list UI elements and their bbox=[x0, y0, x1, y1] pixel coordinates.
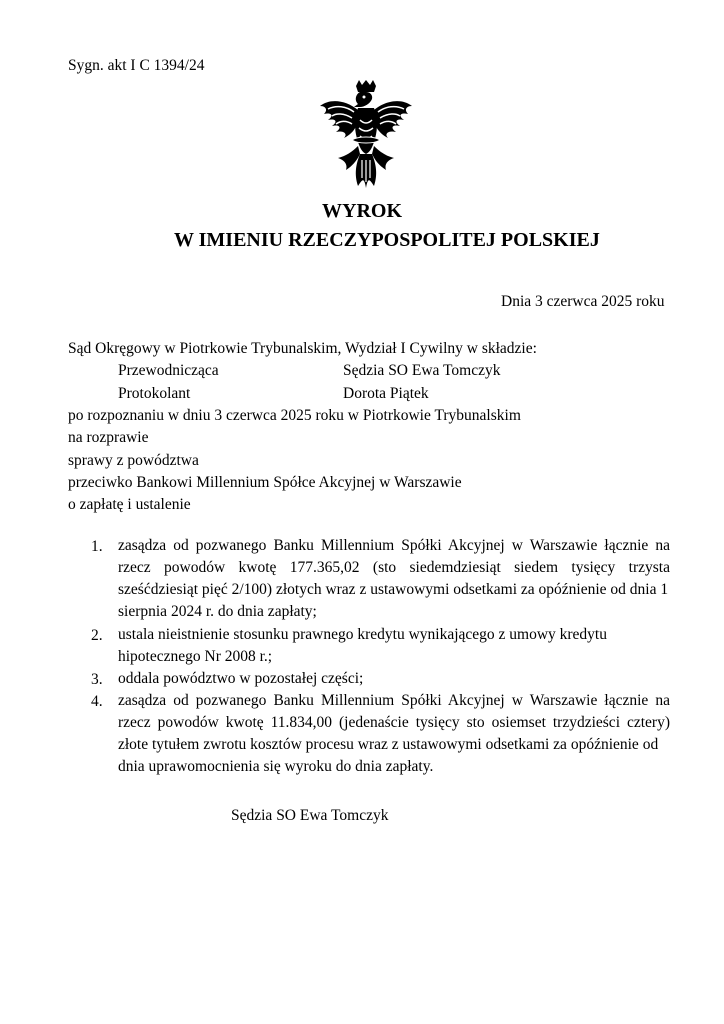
signature: Sędzia SO Ewa Tomczyk bbox=[231, 807, 389, 824]
judgment-title: WYROK bbox=[322, 200, 402, 222]
intro-line: o zapłatę i ustalenie bbox=[68, 496, 191, 513]
item-text: zasądza od pozwanego Banku Millennium Spółki Akcyjnej w Warszawie łącznie na rzecz powodów kwotę 177.365,02 (sto siedemdziesiąt siedem tysięcy trzysta sześćdziesiąt pięć 2/100) złotych wraz z ustawowymi odsetkami za opóźnienie od dnia 1 bbox=[118, 537, 670, 598]
item-number: 3. bbox=[91, 671, 103, 688]
item-text-end: hipotecznego Nr 2008 r.; bbox=[118, 648, 273, 665]
intro-line: na rozprawie bbox=[68, 429, 149, 446]
intro-line: po rozpoznaniu w dniu 3 czerwca 2025 roku w Piotrkowie Trybunalskim bbox=[68, 407, 521, 424]
item-text: zasądza od pozwanego Banku Millennium Spółki Akcyjnej w Warszawie łącznie na rzecz powodów kwotę 11.834,00 (jedenaście tysięcy sto osiemset trzydzieści cztery) złote tytułem zwrotu kosztów procesu wraz z ustawowymi odsetkami za opóźnienie od bbox=[118, 692, 670, 753]
intro-line: sprawy z powództwa bbox=[68, 452, 199, 469]
item-text-end: sierpnia 2024 r. do dnia zapłaty; bbox=[118, 603, 317, 620]
item-number: 4. bbox=[91, 693, 103, 710]
item-text-end: oddala powództwo w pozostałej części; bbox=[118, 670, 364, 687]
composition-name: Dorota Piątek bbox=[343, 385, 429, 402]
judgment-date: Dnia 3 czerwca 2025 roku bbox=[501, 293, 665, 310]
item-number: 1. bbox=[91, 538, 103, 555]
judgment-subtitle: W IMIENIU RZECZYPOSPOLITEJ POLSKIEJ bbox=[174, 229, 600, 251]
item-text: ustala nieistnienie stosunku prawnego kredytu wynikającego z umowy kredytu bbox=[118, 626, 607, 643]
polish-eagle-emblem-icon bbox=[312, 80, 420, 190]
composition-name: Sędzia SO Ewa Tomczyk bbox=[343, 362, 501, 379]
composition-role: Protokolant bbox=[118, 385, 191, 402]
item-text-end: dnia uprawomocnienia się wyroku do dnia zapłaty. bbox=[118, 758, 434, 775]
court-line: Sąd Okręgowy w Piotrkowie Trybunalskim, Wydział I Cywilny w składzie: bbox=[68, 340, 537, 357]
composition-role: Przewodnicząca bbox=[118, 362, 219, 379]
intro-line: przeciwko Bankowi Millennium Spółce Akcyjnej w Warszawie bbox=[68, 474, 462, 491]
item-number: 2. bbox=[91, 627, 103, 644]
case-reference: Sygn. akt I C 1394/24 bbox=[68, 57, 205, 74]
